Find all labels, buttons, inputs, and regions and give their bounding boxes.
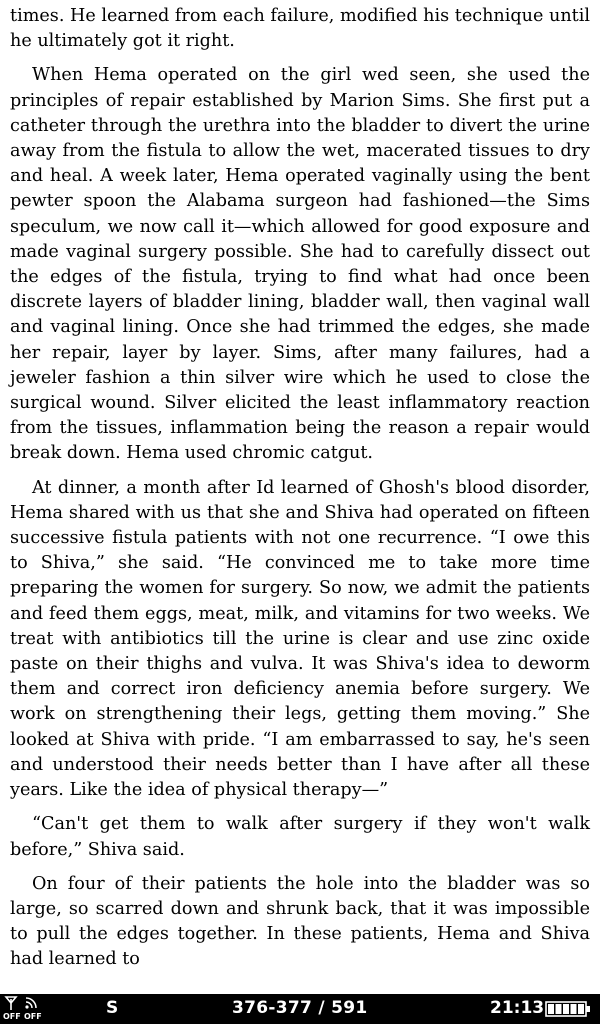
battery-cell xyxy=(571,1004,577,1014)
connectivity-status xyxy=(2,996,46,1022)
battery-cell xyxy=(563,1004,569,1014)
antenna-icon xyxy=(4,996,18,1010)
battery-cell xyxy=(578,1004,584,1014)
sync-indicator: S xyxy=(106,998,119,1018)
clock: 21:13 xyxy=(490,998,545,1018)
wireless-off-label: OFF xyxy=(3,1012,21,1021)
paragraph-2: When Hema operated on the girl wed seen, she used the principles of repair established by Marion Sims. She first put a catheter through the urethra into the bladder to divert the urine away from the fistula to allow the wet, macerated tissues to dry and heal. A week later, Hema operated vaginally using the bent pewter spoon the Alabama surgeon had fashioned—the Sims speculum, we now call it—which allowed for good exposure and made vaginal surgery possible. She had to carefully dissect out the edges of the fistula, trying to find what had once been discrete layers of bladder lining, bladder wall, then vaginal wall and vaginal lining. Once she had trimmed the edges, she made her repair, layer by layer. Sims, after many failures, had a jeweler fashion a thin silver wire which he used to close the surgical wound. Silver elicited the least inflammatory reaction from the tissues, inflammation being the reason a repair would break down. Hema used chromic catgut. xyxy=(10,65,590,464)
page-indicator[interactable]: 376-377 / 591 xyxy=(232,998,368,1018)
battery-cell xyxy=(548,1004,554,1014)
status-bar xyxy=(0,994,600,1024)
battery-icon xyxy=(545,1001,591,1017)
paragraph-5: On four of their patients the hole into the bladder was so large, so scarred down and shrunk back, that it was impossible to pull the edges together. In these patients, Hema and Shiva had learned to xyxy=(10,873,590,970)
battery-level xyxy=(548,1004,584,1014)
battery-cell xyxy=(556,1004,562,1014)
rss-off-label: OFF xyxy=(24,1012,42,1021)
paragraph-1: times. He learned from each failure, modified his technique until he ultimately got it right. xyxy=(10,6,590,52)
paragraph-3: At dinner, a month after Id learned of Ghosh's blood disorder, Hema shared with us that she and Shiva had operated on fifteen successive fistula patients with not one recurrence. “I owe this to Shiva,” she said. “He convinced me to take more time preparing the women for surgery. So now, we admit the patients and feed them eggs, meat, milk, and vitamins for two weeks. We treat with antibiotics till the urine is clear and use zinc oxide paste on their thighs and vulva. It was Shiva's idea to deworm them and correct iron deficiency anemia before surgery. We work on strengthening their legs, getting them moving.” She looked at Shiva with pride. “I am embarrassed to say, he's seen and understood their needs better than I have after all these years. Like the idea of physical therapy—” xyxy=(10,477,590,801)
rss-icon xyxy=(24,996,38,1010)
paragraph-4: “Can't get them to walk after surgery if they won't walk before,” Shiva said. xyxy=(10,814,590,860)
book-text xyxy=(10,4,590,982)
